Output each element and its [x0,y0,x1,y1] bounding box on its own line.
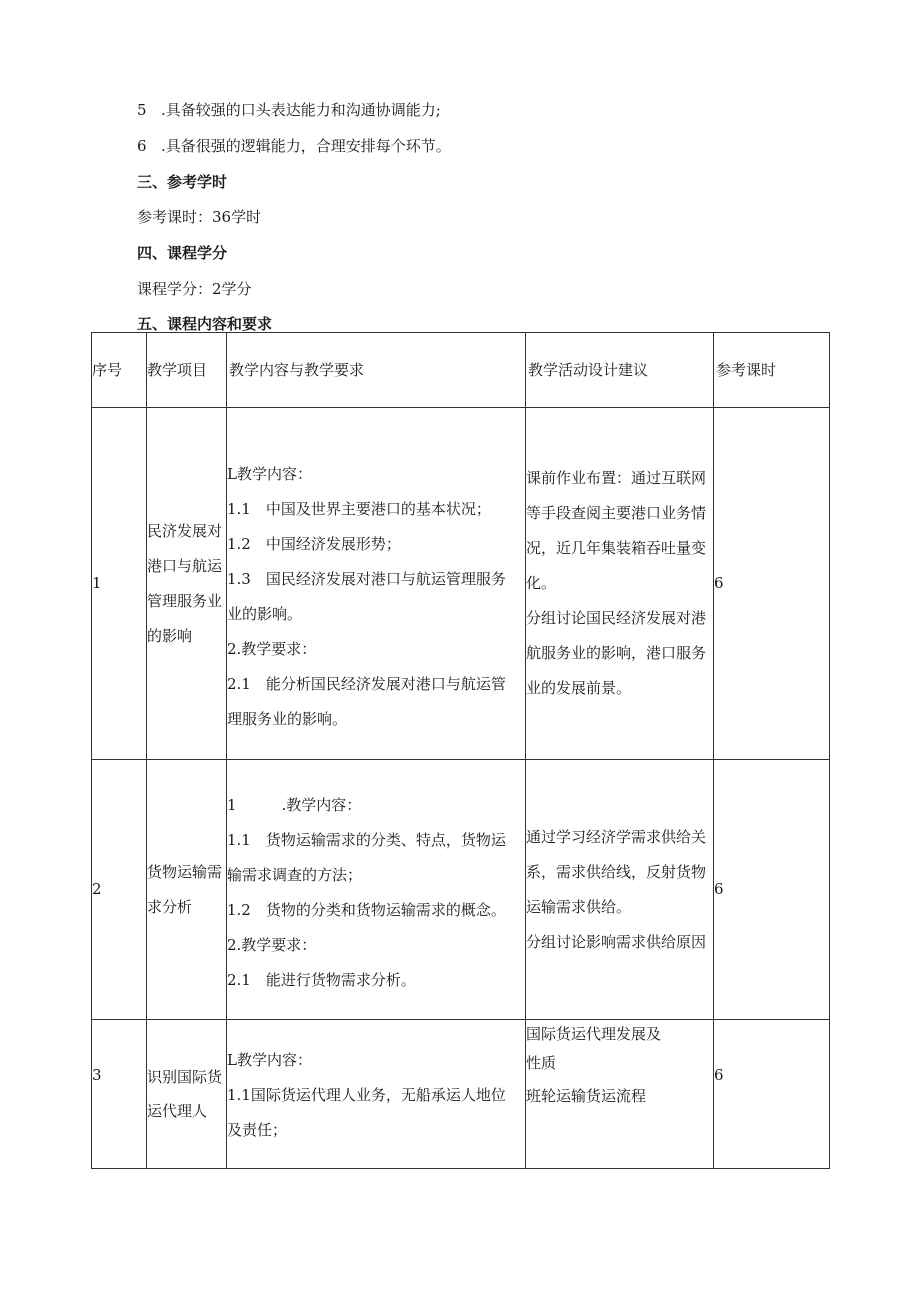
row-content [227,1020,526,1169]
content-line: 2.1 能进行货物需求分析。 [227,970,416,989]
project-line: 货物运输需 [147,862,223,881]
activity-line: 班轮运输货运流程 [526,1087,647,1105]
project-line: 识别国际货 [147,1068,223,1086]
header-content: 教学内容与教学要求 [227,333,526,408]
row-project [147,1020,227,1169]
content-line: 1.2 货物的分类和货物运输需求的概念。 [227,900,506,919]
content-line: 理服务业的影响。 [227,709,348,728]
content-line: 1.1 中国及世界主要港口的基本状况； [227,499,491,518]
row-hours: 6 [714,1020,830,1169]
activity-line: 等手段查阅主要港口业务情 [526,504,707,522]
project-line: 运代理人 [147,1102,208,1120]
intro-item-6 [137,135,451,156]
activity-line: 运输需求供给。 [526,897,632,916]
content-line: L教学内容： [227,1050,312,1069]
table-row [92,408,830,760]
activity-line: 况，近几年集装箱吞吐量变 [526,539,707,557]
row-hours: 6 [714,760,830,1020]
row-activity [526,408,714,760]
intro-item-number: 6 [137,137,147,155]
intro-item-text: .具备较强的口头表达能力和沟通协调能力; [161,101,441,119]
table-header-row [92,333,830,408]
content-line: 及责任； [227,1120,288,1139]
content-line: 1.1 货物运输需求的分类、特点，货物运 [227,830,506,849]
content-line: 2.1 能分析国民经济发展对港口与航运管 [227,674,506,693]
activity-line: 分组讨论国民经济发展对港 [526,609,707,627]
section-heading-hours: 三、参考学时 [137,173,228,191]
content-line: 2.教学要求： [227,639,317,658]
activity-line: 国际货运代理发展及 [526,1025,662,1043]
activity-line: 课前作业布置：通过互联网 [526,469,707,487]
table-row [92,760,830,1020]
activity-line: 航服务业的影响，港口服务 [526,644,707,662]
content-line: 1 .教学内容： [227,795,362,814]
content-line: 1.3 国民经济发展对港口与航运管理服务 [227,569,506,588]
activity-line: 性质 [526,1054,557,1072]
section-heading-credits: 四、课程学分 [137,244,228,262]
row-content [227,408,526,760]
content-line: L教学内容： [227,464,312,483]
project-line: 的影响 [147,626,193,645]
intro-item-5 [137,99,441,120]
project-line: 民济发展对 [147,521,223,540]
row-seq: 2 [92,760,147,1020]
header-activity: 教学活动设计建议 [526,333,714,408]
row-activity [526,760,714,1020]
project-line: 港口与航运 [147,556,223,575]
header-project: 教学项目 [147,333,227,408]
course-content-table [91,332,830,1169]
reference-hours-text: 参考课时：36学时 [137,208,262,226]
row-hours: 6 [714,408,830,760]
row-seq: 1 [92,408,147,760]
activity-line: 业的发展前景。 [526,679,632,697]
content-line: 1.2 中国经济发展形势； [227,534,401,553]
intro-item-number: 5 [137,101,147,119]
project-line: 求分析 [147,897,193,916]
row-content [227,760,526,1020]
row-project [147,760,227,1020]
activity-line: 通过学习经济学需求供给关 [526,827,707,846]
activity-line: 系，需求供给线，反射货物 [526,862,707,881]
activity-line: 分组讨论影响需求供给原因 [526,932,707,951]
intro-item-text: .具备很强的逻辑能力，合理安排每个环节。 [161,137,451,155]
activity-line: 化。 [526,574,557,592]
header-seq: 序号 [92,333,147,408]
project-line: 管理服务业 [147,591,223,610]
table-row [92,1020,830,1169]
header-hours: 参考课时 [714,333,830,408]
content-line: 1.1国际货运代理人业务，无船承运人地位 [227,1085,506,1104]
course-credits-text: 课程学分：2学分 [137,280,252,298]
row-seq: 3 [92,1020,147,1169]
content-line: 输需求调查的方法； [227,865,363,884]
content-line: 业的影响。 [227,604,303,623]
section-heading-content: 五、课程内容和要求 [137,315,273,333]
row-activity [526,1020,714,1169]
row-project [147,408,227,760]
content-line: 2.教学要求： [227,935,317,954]
